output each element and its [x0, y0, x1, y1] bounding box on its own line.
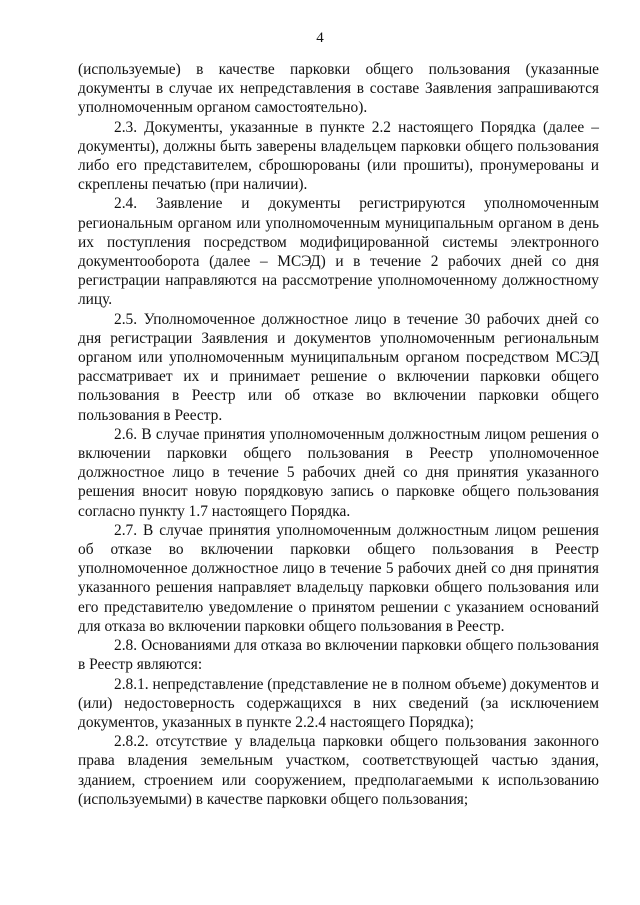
paragraph-2-4: 2.4. Заявление и документы регистрируются уполномоченным региональным органом или уполномоченным муниципальным органом в день их поступления посредством модифицированной системы электронного документооборота (далее – МСЭД) и в течение 2 рабочих дней со дня регистрации направляются на рассмотрение уполномоченному должностному лицу.	[78, 195, 599, 309]
paragraph-2-5: 2.5. Уполномоченное должностное лицо в течение 30 рабочих дней со дня регистрации Заявления и документов уполномоченным региональным органом или уполномоченным муниципальным органом посредством МСЭД рассматривает их и принимает решение о включении парковки общего пользования в Реестр или об отказе во включении парковки общего пользования в Реестр.	[78, 310, 599, 424]
paragraph-2-7: 2.7. В случае принятия уполномоченным должностным лицом решения об отказе во включении парковки общего пользования в Реестр уполномоченное должностное лицо в течение 5 рабочих дней со дня принятия указанного решения направляет владельцу парковки общего пользования или его представителю уведомление о принятом решении с указанием оснований для отказа во включении парковки общего пользования в Реестр.	[78, 521, 599, 635]
page-number: 4	[316, 30, 324, 46]
document-body	[78, 60, 599, 809]
paragraph-2-8-2: 2.8.2. отсутствие у владельца парковки общего пользования законного права владения земельным участком, соответствующей частью здания, зданием, строением или сооружением, предполагаемыми к использованию (используемыми) в качестве парковки общего пользования;	[78, 733, 599, 808]
paragraph-continuation: (используемые) в качестве парковки общего пользования (указанные документы в случае их непредставления в составе Заявления запрашиваются уполномоченным органом самостоятельно).	[78, 61, 599, 117]
paragraph-2-6: 2.6. В случае принятия уполномоченным должностным лицом решения о включении парковки общего пользования в Реестр уполномоченное должностное лицо в течение 5 рабочих дней со дня принятия указанного решения вносит новую порядковую запись о парковке общего пользования согласно пункту 1.7 настоящего Порядка.	[78, 425, 599, 520]
paragraph-2-8-1: 2.8.1. непредставление (представление не в полном объеме) документов и (или) недостоверность содержащихся в них сведений (за исключением документов, указанных в пункте 2.2.4 настоящего Порядка);	[78, 675, 599, 731]
paragraph-2-8: 2.8. Основаниями для отказа во включении парковки общего пользования в Реестр являются:	[78, 637, 599, 674]
paragraph-2-3: 2.3. Документы, указанные в пункте 2.2 настоящего Порядка (далее – документы), должны быть заверены владельцем парковки общего пользования либо его представителем, сброшюрованы (или прошиты), пронумерованы и скреплены печатью (при наличии).	[78, 118, 599, 194]
